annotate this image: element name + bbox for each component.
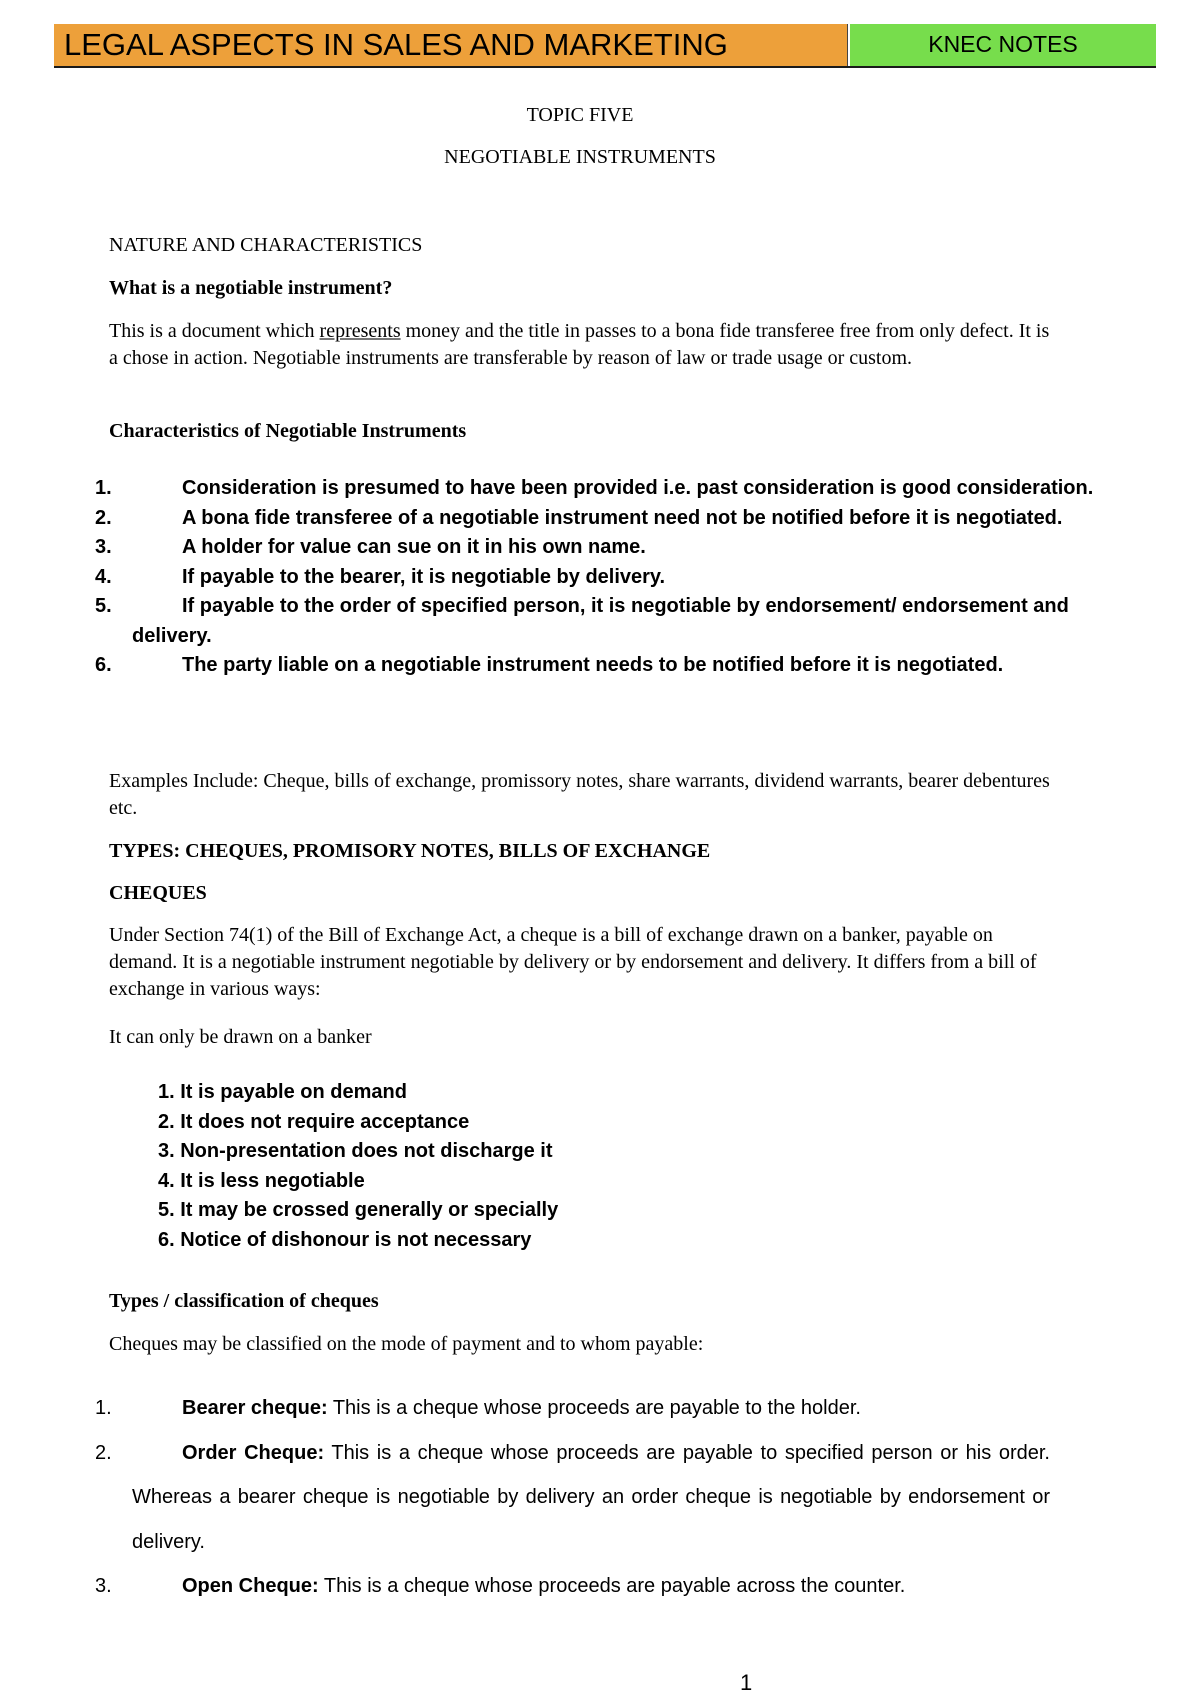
cheque-type-term: Order Cheque: [182, 1441, 325, 1464]
list-item [0, 651, 1100, 681]
cheque-type-text: This is a cheque whose proceeds are payable across the counter. [318, 1575, 906, 1597]
list-item [0, 474, 1100, 504]
definition-underlined: represents [319, 320, 401, 342]
list-item [0, 1386, 1100, 1431]
differences-list [158, 1078, 858, 1255]
list-number: 2. [95, 1441, 112, 1464]
list-item [0, 592, 1100, 651]
cheque-types-list [0, 1386, 1100, 1609]
drawn-on-banker-text: It can only be drawn on a banker [109, 1026, 372, 1048]
list-item [0, 1564, 1100, 1609]
examples-paragraph: Examples Include: Cheque, bills of exchange, promissory notes, share warrants, dividend warrants, bearer debentures etc. [109, 770, 1050, 819]
list-number: 5. [95, 595, 112, 617]
list-text: A bona fide transferee of a negotiable instrument need not be notified before it is negotiated. [182, 506, 1063, 529]
question-heading: What is a negotiable instrument? [109, 277, 393, 299]
types-heading: TYPES: CHEQUES, PROMISORY NOTES, BILLS OF EXCHANGE [109, 840, 711, 862]
cheque-definition-paragraph: Under Section 74(1) of the Bill of Exchange Act, a cheque is a bill of exchange drawn on a banker, payable on demand. It is a negotiable instrument negotiable by delivery or by endorsement and delivery. It differs from a bill of exchange in various ways: [109, 924, 1037, 1000]
characteristics-heading: Characteristics of Negotiable Instruments [109, 420, 467, 442]
list-item: 2. It does not require acceptance [158, 1110, 470, 1133]
page-title: NEGOTIABLE INSTRUMENTS [444, 146, 716, 168]
list-number: 1. [95, 477, 112, 499]
classification-heading: Types / classification of cheques [109, 1290, 379, 1312]
list-item [0, 533, 1100, 563]
list-number: 1. [95, 1397, 112, 1419]
list-text: Consideration is presumed to have been provided i.e. past consideration is good consideration. [182, 477, 1094, 499]
cheque-type-term: Bearer cheque: [182, 1397, 328, 1419]
list-text: A holder for value can sue on it in his own name. [182, 536, 646, 558]
page-header [54, 24, 1156, 68]
cheque-type-term: Open Cheque: [182, 1575, 319, 1597]
list-text: If payable to the bearer, it is negotiable by delivery. [182, 565, 666, 588]
list-item: 4. It is less negotiable [158, 1169, 365, 1192]
header-title: LEGAL ASPECTS IN SALES AND MARKETING [54, 24, 848, 66]
characteristics-list [0, 474, 1100, 681]
list-item: 3. Non-presentation does not discharge it [158, 1140, 553, 1162]
list-number: 3. [95, 1575, 112, 1597]
list-number: 3. [95, 536, 112, 558]
list-item [0, 1431, 1100, 1565]
header-tag: KNEC NOTES [850, 24, 1156, 66]
list-number: 6. [95, 654, 112, 676]
list-item: 1. It is payable on demand [158, 1081, 407, 1103]
list-number: 2. [95, 506, 112, 529]
list-item: 6. Notice of dishonour is not necessary [158, 1228, 532, 1251]
cheques-heading: CHEQUES [109, 882, 207, 904]
list-item [0, 563, 1100, 593]
topic-label: TOPIC FIVE [526, 104, 634, 126]
classification-intro: Cheques may be classified on the mode of payment and to whom payable: [109, 1333, 704, 1355]
definition-part1: This is a document which [109, 320, 320, 342]
definition-part2: money and the title in passes to a bona fide transferee free from only defect. It is a chose in action. Negotiable instruments are transferable by reason of law or trade usage or custom. [109, 320, 1050, 369]
list-item: 5. It may be crossed generally or specially [158, 1199, 559, 1221]
list-text: If payable to the order of specified person, it is negotiable by endorsement/ endorsement and delivery. [132, 595, 1069, 647]
list-text: The party liable on a negotiable instrument needs to be notified before it is negotiated. [182, 654, 1004, 676]
page-number: 1 [740, 1670, 753, 1695]
cheque-type-text: This is a cheque whose proceeds are payable to the holder. [327, 1397, 861, 1419]
list-number: 4. [95, 565, 112, 588]
list-item [0, 504, 1100, 534]
section-heading-nature: NATURE AND CHARACTERISTICS [109, 234, 423, 256]
cheque-type-text: This is a cheque whose proceeds are payable to specified person or his order. Whereas a bearer cheque is negotiable by delivery an order cheque is negotiable by endorsement or delivery. [132, 1441, 1050, 1553]
definition-paragraph [109, 318, 1059, 372]
